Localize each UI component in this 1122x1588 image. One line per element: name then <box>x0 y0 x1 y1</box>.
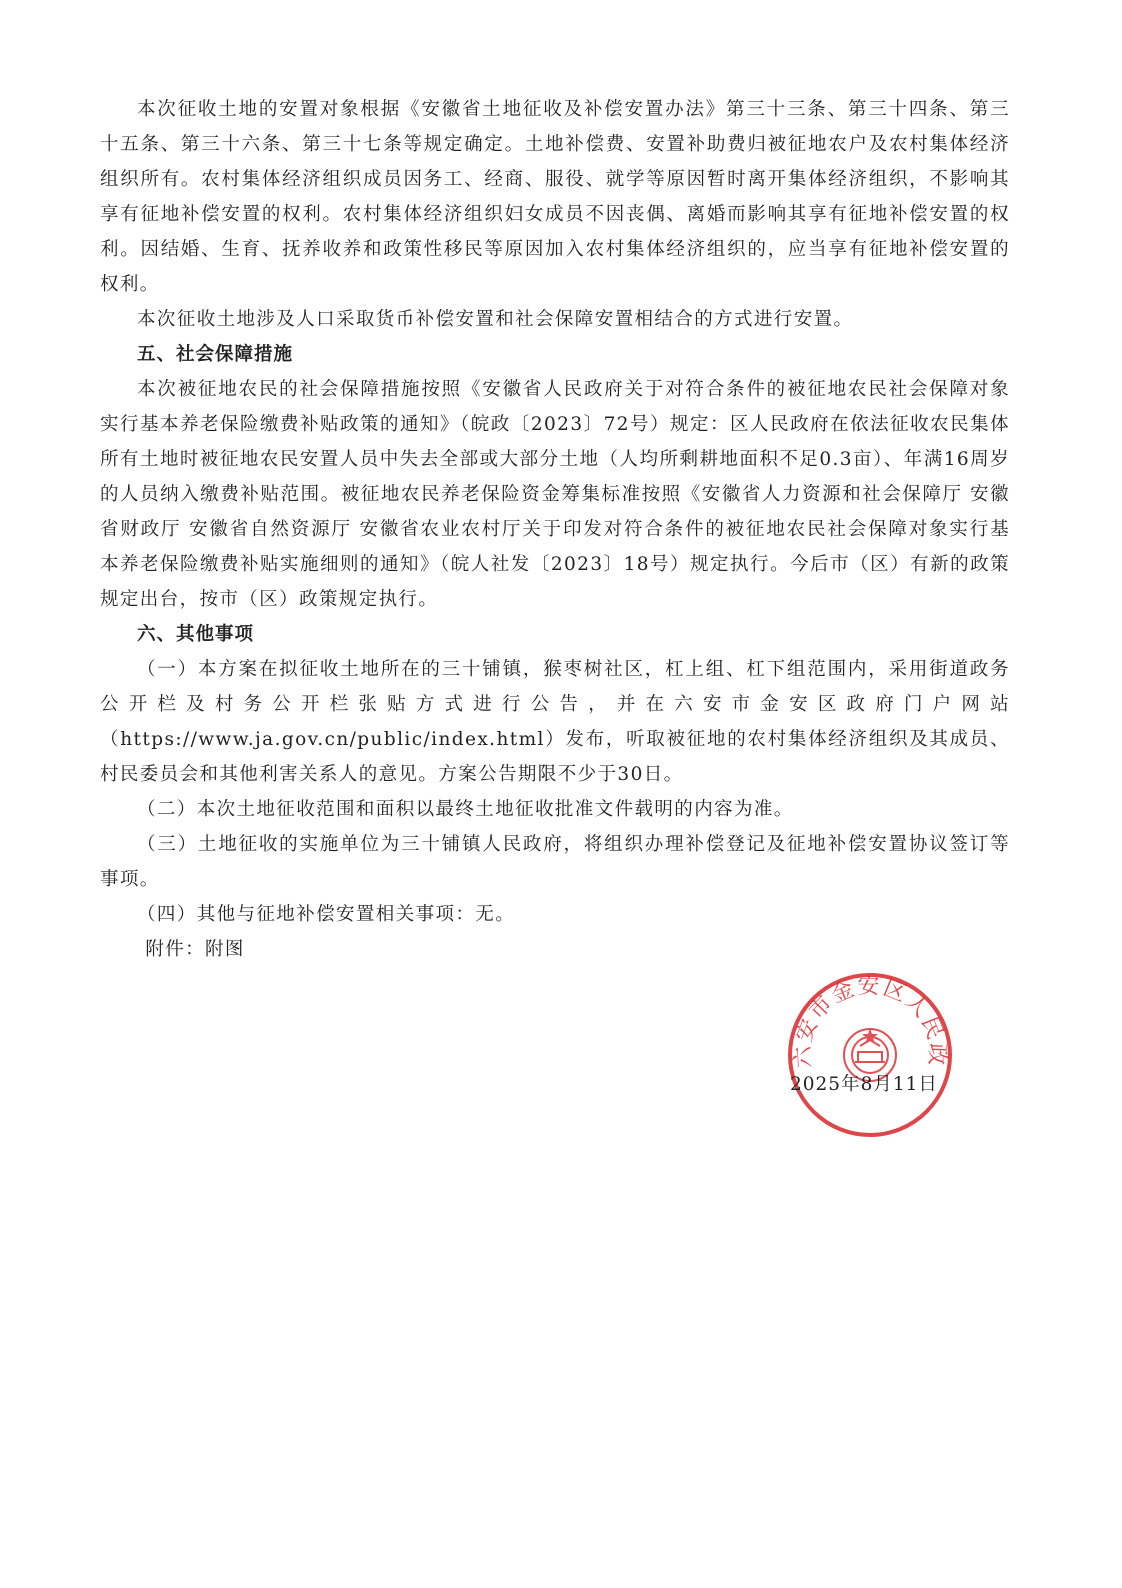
paragraph-other-1: （一）本方案在拟征收土地所在的三十铺镇，猴枣树社区，杠上组、杠下组范围内，采用街道政务公开栏及村务公开栏张贴方式进行公告，并在六安市金安区政府门户网站（https://www.ja.gov.cn/public/index.html）发布，听取被征地的农村集体经济组织及其成员、村民委员会和其他利害关系人的意见。方案公告期限不少于30日。 <box>100 659 1010 785</box>
section-heading-other-matters: 六、其他事项 <box>137 624 255 645</box>
document-body <box>100 92 1010 967</box>
paragraph-other-2: （二）本次土地征收范围和面积以最终土地征收批准文件载明的内容为准。 <box>137 799 794 820</box>
paragraph-other-3: （三）土地征收的实施单位为三十铺镇人民政府，将组织办理补偿登记及征地补偿安置协议签订等事项。 <box>100 834 1010 890</box>
section-heading-social-security: 五、社会保障措施 <box>137 344 294 365</box>
svg-text:六安市金安区人民政府 <box>785 970 949 1069</box>
issue-date: 2025年8月11日 <box>790 1074 938 1095</box>
paragraph-resettlement-method: 本次征收土地涉及人口采取货币补偿安置和社会保障安置相结合的方式进行安置。 <box>137 309 854 330</box>
official-seal <box>785 970 955 1140</box>
attachment-note: 附件：附图 <box>145 939 245 960</box>
seal-graphic <box>785 970 955 1140</box>
paragraph-social-security: 本次被征地农民的社会保障措施按照《安徽省人民政府关于对符合条件的被征地农民社会保障对象实行基本养老保险缴费补贴政策的通知》（皖政〔2023〕72号）规定：区人民政府在依法征收农民集体所有土地时被征地农民安置人员中失去全部或大部分土地（人均所剩耕地面积不足0.3亩）、年满16周岁的人员纳入缴费补贴范围。被征地农民养老保险资金筹集标准按照《安徽省人力资源和社会保障厅 安徽省财政厅 安徽省自然资源厅 安徽省农业农村厅关于印发对符合条件的被征地农民社会保障对象实行基本养老保险缴费补贴实施细则的通知》（皖人社发〔2023〕18号）规定执行。今后市（区）有新的政策规定出台，按市（区）政策规定执行。 <box>100 379 1010 610</box>
paragraph-other-4: （四）其他与征地补偿安置相关事项：无。 <box>137 904 516 925</box>
paragraph-resettlement-objects: 本次征收土地的安置对象根据《安徽省土地征收及补偿安置办法》第三十三条、第三十四条、第三十五条、第三十六条、第三十七条等规定确定。土地补偿费、安置补助费归被征地农户及农村集体经济组织所有。农村集体经济组织成员因务工、经商、服役、就学等原因暂时离开集体经济组织，不影响其享有征地补偿安置的权利。农村集体经济组织妇女成员不因丧偶、离婚而影响其享有征地补偿安置的权利。因结婚、生育、抚养收养和政策性移民等原因加入农村集体经济组织的，应当享有征地补偿安置的权利。 <box>100 99 1010 295</box>
seal-text: 六安市金安区人民政 <box>790 974 950 1069</box>
